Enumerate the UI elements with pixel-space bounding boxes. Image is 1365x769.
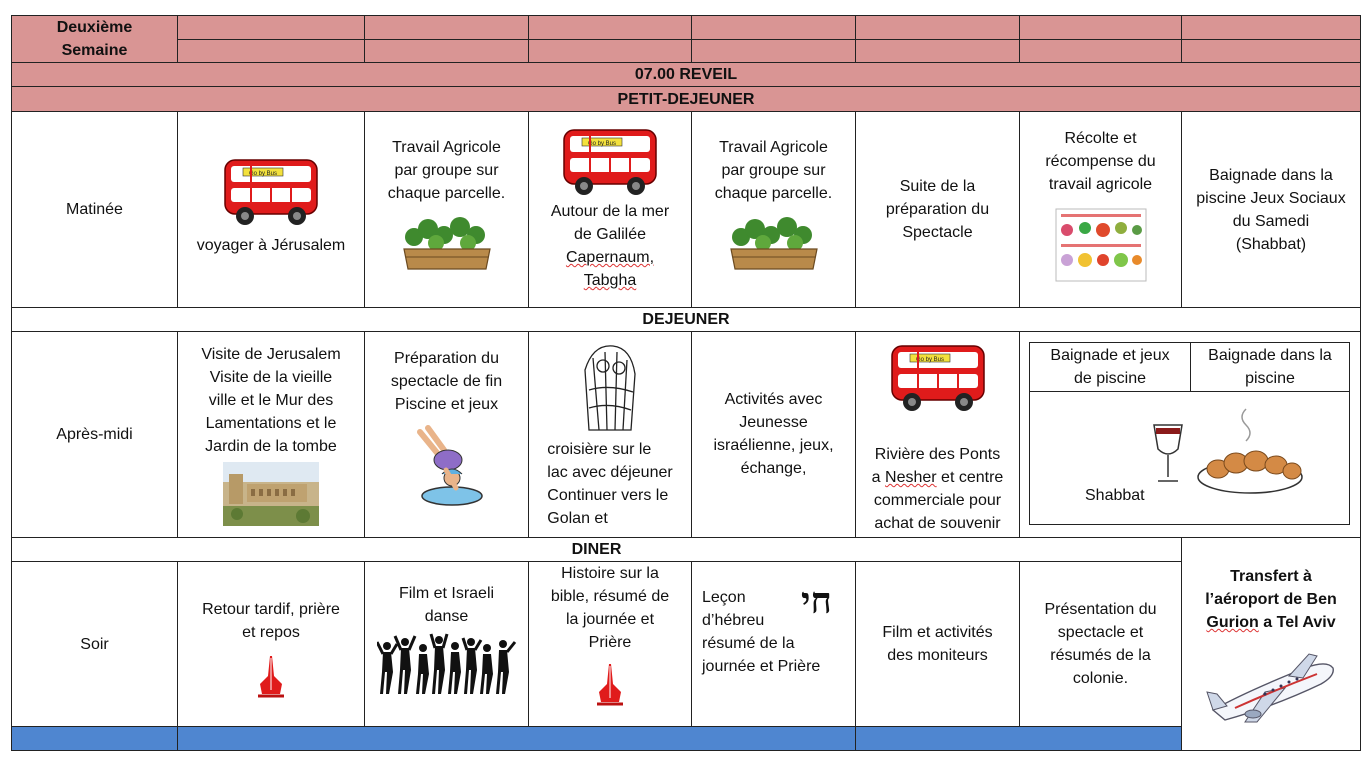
svg-text:Go by Bus: Go by Bus — [915, 357, 944, 363]
shabbat-label — [1085, 487, 1145, 505]
boat-cruise-drawing — [579, 340, 641, 436]
morning-cell-4 — [691, 111, 856, 308]
row-label-evening — [11, 561, 178, 727]
evening-cell-7-place: Gurion — [1206, 614, 1259, 631]
morning-label: Matinée — [66, 201, 123, 218]
jerusalem-photo — [223, 462, 319, 526]
afternoon-cell-5 — [855, 331, 1020, 538]
evening-cell-1-text: Retour tardif, prière et repos — [202, 601, 340, 641]
morning-cell-2-text: Travail Agricole par groupe sur chaque parcelle. — [387, 139, 506, 202]
morning-cell-7 — [1181, 111, 1361, 308]
footer-bar — [855, 726, 1182, 751]
evening-cell-5-text: Film et activités des moniteurs — [882, 624, 993, 664]
afternoon-cell-3 — [528, 331, 692, 538]
dinner-row — [11, 537, 1182, 562]
evening-cell-7 — [1181, 537, 1361, 751]
evening-cell-2 — [364, 561, 529, 727]
header-cell — [1019, 15, 1182, 40]
header-cell — [1019, 39, 1182, 63]
bus-icon — [221, 154, 321, 228]
header-cell — [1181, 15, 1361, 40]
morning-cell-5-text: Suite de la préparation du Spectacle — [885, 178, 990, 241]
header-cell — [364, 39, 529, 63]
morning-cell-6-text: Récolte et récompense du travail agricole — [1045, 130, 1156, 193]
evening-cell-3-text: Histoire sur la bible, résumé de la journée et Prière — [550, 565, 670, 651]
vegetables-chart-icon — [1055, 208, 1147, 282]
footer-bar-label — [11, 726, 178, 751]
afternoon-subcell-pool-text: Baignade dans la piscine — [1208, 347, 1332, 387]
header-cell — [855, 39, 1020, 63]
lunch-row — [11, 307, 1361, 332]
bus-icon — [560, 124, 660, 198]
breakfast-row — [11, 86, 1361, 112]
header-cell — [528, 39, 692, 63]
afternoon-cell-1 — [177, 331, 365, 538]
afternoon-cell-5-place: Nesher — [885, 469, 937, 486]
evening-cell-7-text: Transfert à l’aéroport de Ben — [1205, 568, 1337, 608]
shabbat-text: Shabbat — [1085, 487, 1145, 504]
swimmer-icon — [408, 424, 486, 508]
afternoon-cell-3-text: croisière sur le lac avec déjeuner Continuer vers le Golan et — [547, 441, 673, 527]
evening-cell-2-text: Film et Israeli danse — [398, 585, 495, 625]
evening-cell-5 — [855, 561, 1020, 727]
hebrew-chai-text: חי — [801, 580, 832, 622]
morning-cell-5 — [855, 111, 1020, 308]
afternoon-cell-2 — [364, 331, 529, 538]
dancers-silhouette-icon — [377, 632, 517, 698]
evening-cell-4-text: Leçon d’hébreu résumé de la journée et Prière — [702, 589, 821, 675]
week-label — [11, 15, 178, 63]
afternoon-cell-4 — [691, 331, 856, 538]
praying-hands-icon — [254, 654, 288, 698]
morning-cell-3 — [528, 111, 692, 308]
afternoon-cell-5-text: Rivière des Ponts a — [871, 446, 1001, 486]
header-cell — [528, 15, 692, 40]
row-label-afternoon — [11, 331, 178, 538]
svg-text:Go by Bus: Go by Bus — [587, 141, 617, 147]
afternoon-subcell-pool — [1190, 342, 1350, 392]
dinner-text: DINER — [571, 541, 622, 558]
morning-cell-1-text: voyager à Jérusalem — [196, 237, 346, 254]
header-cell — [691, 15, 856, 40]
footer-bar — [177, 726, 856, 751]
evening-cell-3 — [528, 561, 692, 727]
afternoon-cell-1-text: Visite de Jerusalem Visite de la vieille ville et le Mur des Lamentations et le Jardin de la tombe — [201, 346, 341, 455]
afternoon-subcell-pool-games-text: Baignade et jeux de piscine — [1050, 347, 1170, 387]
header-cell — [855, 15, 1020, 40]
evening-label: Soir — [80, 635, 109, 653]
afternoon-label: Après-midi — [56, 426, 133, 443]
morning-cell-3-text: Autour de la mer de Galilée — [550, 203, 670, 243]
evening-cell-7-text-2: a Tel Aviv — [1258, 614, 1336, 631]
afternoon-cell-2-text: Préparation du spectacle de fin Piscine et jeux — [390, 350, 503, 413]
wake-up-row — [11, 62, 1361, 87]
airplane-icon — [1205, 652, 1337, 726]
afternoon-cell-5-text-2: et centre commerciale pour achat de souvenir — [873, 469, 1004, 532]
shabbat-cup-bread-icon — [1146, 405, 1306, 501]
hebrew-chai-symbol — [801, 581, 832, 621]
wake-up-text: 07.00 REVEIL — [634, 66, 738, 83]
garden-planter-icon — [400, 215, 494, 273]
breakfast-text: PETIT-DEJEUNER — [617, 90, 755, 108]
header-cell — [177, 15, 365, 40]
afternoon-cell-4-text: Activités avec Jeunesse israélienne, jeux, échange, — [713, 391, 834, 477]
morning-cell-4-text: Travail Agricole par groupe sur chaque parcelle. — [714, 139, 833, 202]
header-cell — [364, 15, 529, 40]
morning-cell-2 — [364, 111, 529, 308]
praying-hands-icon — [593, 662, 627, 706]
morning-cell-3-place1: Capernaum, — [565, 249, 655, 266]
header-cell — [1181, 39, 1361, 63]
garden-planter-icon — [727, 215, 821, 273]
morning-cell-6 — [1019, 111, 1182, 308]
evening-cell-6 — [1019, 561, 1182, 727]
morning-cell-3-place2: Tabgha — [583, 272, 637, 289]
bus-icon — [888, 340, 988, 414]
evening-cell-1 — [177, 561, 365, 727]
evening-cell-6-text: Présentation du spectacle et résumés de la colonie. — [1044, 601, 1157, 687]
header-cell — [177, 39, 365, 63]
svg-text:Go by Bus: Go by Bus — [248, 171, 278, 177]
header-cell — [691, 39, 856, 63]
lunch-text: DEJEUNER — [642, 311, 730, 328]
morning-cell-7-text: Baignade dans la piscine Jeux Sociaux du Samedi (Shabbat) — [1196, 166, 1346, 253]
week-label-text: Deuxième Semaine — [56, 19, 133, 59]
afternoon-subcell-pool-games — [1029, 342, 1191, 392]
row-label-morning — [11, 111, 178, 308]
morning-cell-1 — [177, 111, 365, 308]
